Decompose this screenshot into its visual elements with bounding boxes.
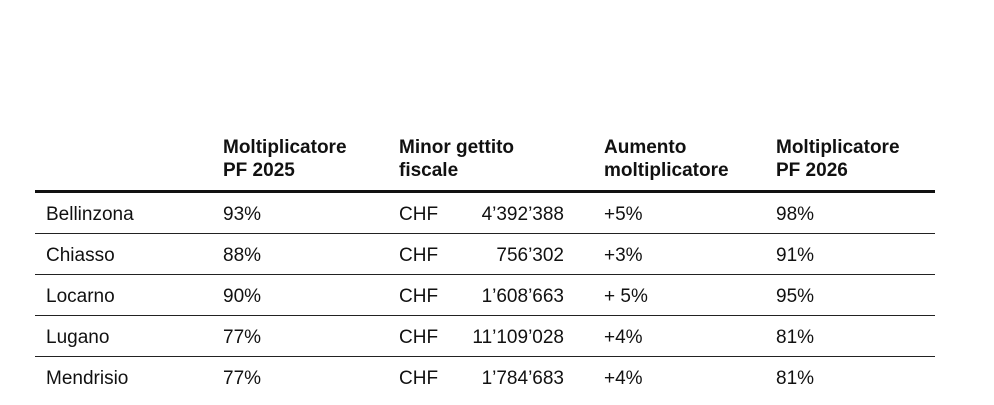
increase-cell: + 5% bbox=[604, 286, 648, 307]
table-row bbox=[35, 316, 935, 357]
city-cell: Mendrisio bbox=[46, 368, 129, 389]
currency-cell: CHF bbox=[399, 245, 439, 266]
city-cell: Chiasso bbox=[46, 245, 115, 266]
table-row bbox=[35, 234, 935, 275]
currency-cell: CHF bbox=[399, 204, 439, 225]
header-aumento: Aumento moltiplicatore bbox=[604, 137, 729, 181]
pf2026-cell: 91% bbox=[776, 245, 815, 266]
amount-cell: 1’608’663 bbox=[481, 286, 564, 307]
amount-cell: 756’302 bbox=[496, 245, 564, 266]
tax-multiplier-table bbox=[35, 136, 935, 397]
header-minor-gettito: Minor gettito fiscale bbox=[399, 137, 515, 181]
city-cell: Locarno bbox=[46, 286, 115, 307]
pf2025-cell: 88% bbox=[223, 245, 262, 266]
table-row bbox=[35, 193, 935, 234]
pf2026-cell: 98% bbox=[776, 204, 815, 225]
increase-cell: +3% bbox=[604, 245, 643, 266]
increase-cell: +4% bbox=[604, 368, 643, 389]
amount-cell: 11’109’028 bbox=[472, 327, 564, 348]
amount-cell: 4’392’388 bbox=[481, 204, 564, 225]
city-cell: Lugano bbox=[46, 327, 110, 348]
pf2025-cell: 77% bbox=[223, 327, 262, 348]
header-pf-2026: Moltiplicatore PF 2026 bbox=[776, 137, 900, 181]
increase-cell: +5% bbox=[604, 204, 643, 225]
pf2025-cell: 90% bbox=[223, 286, 262, 307]
city-cell: Bellinzona bbox=[46, 204, 134, 225]
currency-cell: CHF bbox=[399, 368, 439, 389]
pf2025-cell: 93% bbox=[223, 204, 262, 225]
amount-cell: 1’784’683 bbox=[481, 368, 564, 389]
currency-cell: CHF bbox=[399, 327, 439, 348]
pf2026-cell: 81% bbox=[776, 368, 815, 389]
currency-cell: CHF bbox=[399, 286, 439, 307]
table-row bbox=[35, 357, 935, 397]
pf2026-cell: 81% bbox=[776, 327, 815, 348]
header-pf-2025: Moltiplicatore PF 2025 bbox=[223, 137, 347, 181]
increase-cell: +4% bbox=[604, 327, 643, 348]
pf2025-cell: 77% bbox=[223, 368, 262, 389]
pf2026-cell: 95% bbox=[776, 286, 815, 307]
table-row bbox=[35, 275, 935, 316]
table-header bbox=[35, 136, 935, 193]
